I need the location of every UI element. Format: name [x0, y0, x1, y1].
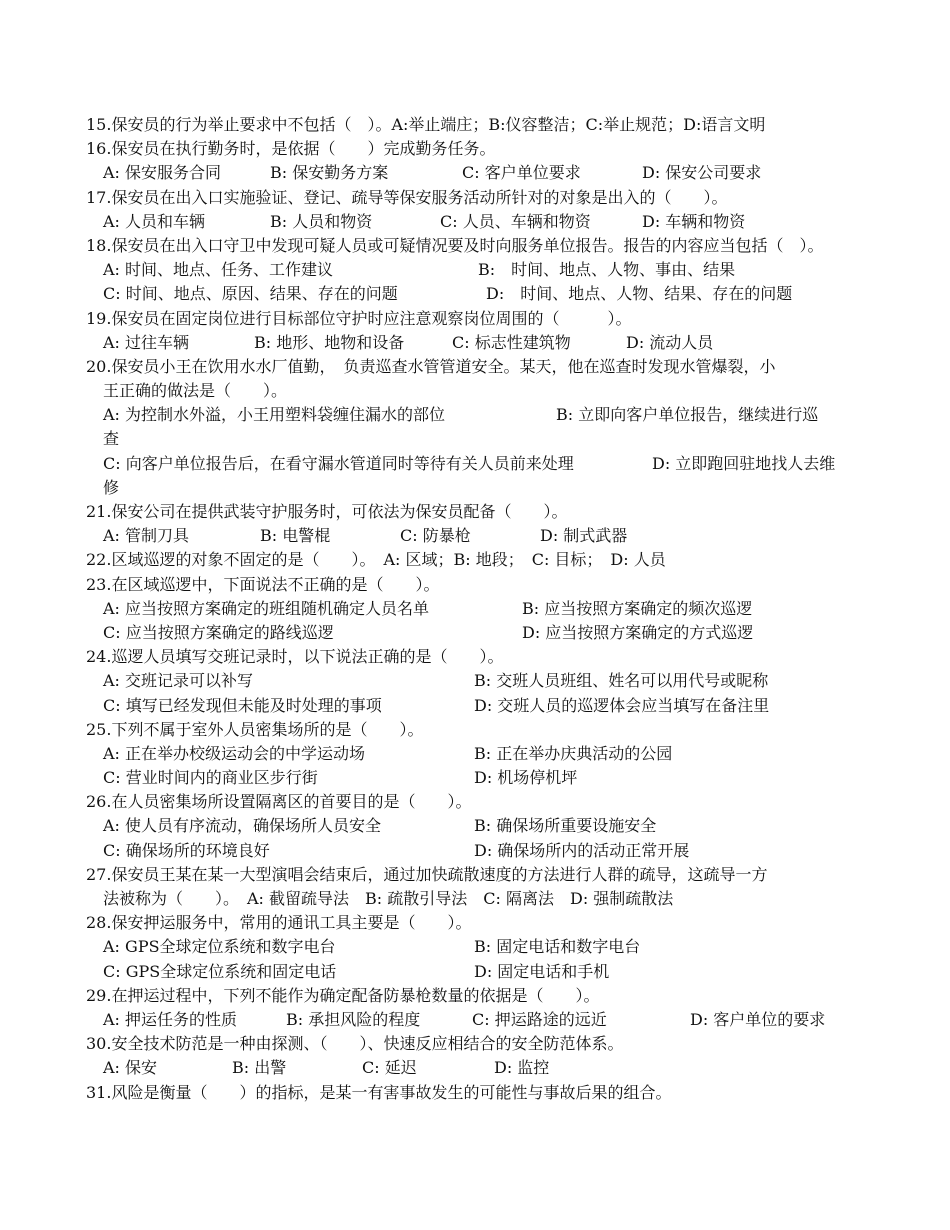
option-d: D: 车辆和物资 — [642, 211, 746, 231]
question-17: 17.保安员在出入口实施验证、登记、疏导等保安服务活动所针对的对象是出入的（ ）。 — [86, 187, 728, 207]
option-c: C: 客户单位要求 — [462, 163, 581, 183]
option-b: B: 承担风险的程度 — [286, 1009, 421, 1029]
question-20-cont: 王正确的做法是（ ）。 — [103, 381, 288, 401]
option-c: C: 押运路途的远近 — [472, 1009, 607, 1029]
option-a: A: GPS全球定位系统和数字电台 — [103, 937, 336, 957]
option-b: B: 确保场所重要设施安全 — [474, 816, 657, 836]
options-24-row2 — [86, 694, 886, 718]
options-19 — [86, 331, 886, 355]
option-d: D: 立即跑回驻地找人去维 — [652, 453, 836, 473]
option-c: C: 营业时间内的商业区步行街 — [103, 768, 318, 788]
question-21: 21.保安公司在提供武装守护服务时，可依法为保安员配备（ ）。 — [86, 502, 568, 521]
option-a: A: 管制刀具 — [103, 526, 190, 546]
option-b: B: 电警棍 — [260, 526, 331, 546]
option-b: B: 正在举办庆典活动的公园 — [474, 743, 673, 763]
option-c: C: GPS全球定位系统和固定电话 — [103, 961, 337, 981]
question-23: 23.在区域巡逻中，下面说法不正确的是（ ）。 — [86, 574, 440, 594]
options-26-row2 — [86, 839, 886, 863]
option-b: B: 交班人员班组、姓名可以用代号或昵称 — [474, 671, 769, 691]
option-c: C: 时间、地点、原因、结果、存在的问题 — [103, 284, 398, 304]
option-d: D: 交班人员的巡逻体会应当填写在备注里 — [474, 695, 770, 715]
option-b-cont: 查 — [103, 429, 120, 449]
options-21 — [86, 524, 886, 548]
options-20-row1 — [86, 403, 886, 427]
question-15: 15.保安员的行为举止要求中不包括（ ）。A:举止端庄；B:仪容整洁；C:举止规范；D:语言文明 — [86, 115, 766, 134]
options-28-row2 — [86, 960, 886, 984]
options-23-row2 — [86, 621, 886, 645]
option-a: A: 过往车辆 — [103, 332, 190, 352]
question-16: 16.保安员在执行勤务时，是依据（ ）完成勤务任务。 — [86, 139, 496, 159]
option-d: D: 流动人员 — [626, 332, 714, 352]
option-d: D: 制式武器 — [540, 526, 628, 546]
question-30: 30.安全技术防范是一种由探测、（ ）、快速反应相结合的安全防范体系。 — [86, 1034, 624, 1054]
question-28: 28.保安押运服务中，常用的通讯工具主要是（ ）。 — [86, 913, 472, 933]
option-b: B: 地形、地物和设备 — [254, 332, 405, 352]
question-20: 20.保安员小王在饮用水水厂值勤， 负责巡查水管管道安全。某天，他在巡查时发现水管爆裂，小 — [86, 356, 776, 376]
question-27-cont: 法被称为（ ）。 A: 截留疏导法 B: 疏散引导法 C: 隔离法 D: 强制疏散法 — [103, 889, 674, 908]
option-c: C: 应当按照方案确定的路线巡逻 — [103, 622, 334, 642]
question-31: 31.风险是衡量（ ）的指标，是某一有害事故发生的可能性与事故后果的组合。 — [86, 1082, 672, 1102]
options-24-row1 — [86, 669, 886, 693]
options-29 — [86, 1008, 886, 1032]
question-25: 25.下列不属于室外人员密集场所的是（ ）。 — [86, 719, 424, 739]
question-list — [86, 113, 886, 1105]
option-c: C: 延迟 — [362, 1058, 417, 1078]
option-c: C: 填写已经发现但未能及时处理的事项 — [103, 695, 382, 715]
options-18-row1 — [86, 258, 886, 282]
option-b: B: 出警 — [232, 1058, 287, 1078]
option-a: A: 保安服务合同 — [103, 163, 222, 183]
option-b: B: 保安勤务方案 — [270, 163, 389, 183]
question-22: 22.区域巡逻的对象不固定的是（ ）。 A: 区域；B: 地段； C: 目标； D: 人员 — [86, 550, 666, 570]
option-d: D: 监控 — [494, 1058, 550, 1078]
question-24: 24.巡逻人员填写交班记录时，以下说法正确的是（ ）。 — [86, 647, 504, 667]
option-c: C: 向客户单位报告后，在看守漏水管道同时等待有关人员前来处理 — [103, 453, 574, 473]
question-26: 26.在人员密集场所设置隔离区的首要目的是（ ）。 — [86, 792, 472, 812]
options-20-row2 — [86, 452, 886, 476]
question-27: 27.保安员王某在某一大型演唱会结束后，通过加快疏散速度的方法进行人群的疏导，这疏导一方 — [86, 864, 768, 884]
options-17 — [86, 210, 886, 234]
option-b: B: 应当按照方案确定的频次巡逻 — [522, 598, 753, 618]
option-a: A: 交班记录可以补写 — [103, 671, 254, 691]
option-a: A: 时间、地点、任务、工作建议 — [103, 260, 334, 280]
option-d: D: 固定电话和手机 — [474, 961, 610, 981]
option-c: C: 人员、车辆和物资 — [440, 211, 591, 231]
option-b: B: 时间、地点、人物、事由、结果 — [478, 260, 736, 280]
option-b: B: 固定电话和数字电台 — [474, 937, 641, 957]
options-23-row1 — [86, 597, 886, 621]
option-a: A: 使人员有序流动，确保场所人员安全 — [103, 816, 382, 836]
options-26-row1 — [86, 814, 886, 838]
option-a: A: 应当按照方案确定的班组随机确定人员名单 — [103, 598, 430, 618]
option-d: D: 应当按照方案确定的方式巡逻 — [522, 622, 754, 642]
options-25-row2 — [86, 766, 886, 790]
option-a: A: 为控制水外溢，小王用塑料袋缠住漏水的部位 — [103, 405, 446, 425]
question-29: 29.在押运过程中，下列不能作为确定配备防暴枪数量的依据是（ ）。 — [86, 985, 600, 1005]
option-a: A: 押运任务的性质 — [103, 1009, 238, 1029]
option-c: C: 防暴枪 — [400, 526, 471, 546]
option-a: A: 人员和车辆 — [103, 211, 206, 231]
options-18-row2 — [86, 282, 886, 306]
options-25-row1 — [86, 742, 886, 766]
question-19: 19.保安员在固定岗位进行目标部位守护时应注意观察岗位周围的（ ）。 — [86, 308, 632, 328]
option-d: D: 确保场所内的活动正常开展 — [474, 840, 690, 860]
question-18: 18.保安员在出入口守卫中发现可疑人员或可疑情况要及时向服务单位报告。报告的内容应当包括（ ）。 — [86, 235, 824, 255]
options-20-wrap1 — [86, 427, 886, 451]
options-28-row1 — [86, 935, 886, 959]
options-30 — [86, 1056, 886, 1080]
option-a: A: 正在举办校级运动会的中学运动场 — [103, 743, 366, 763]
option-d: D: 机场停机坪 — [474, 768, 578, 788]
option-c: C: 确保场所的环境良好 — [103, 840, 270, 860]
option-d: D: 时间、地点、人物、结果、存在的问题 — [486, 284, 793, 304]
option-b: B: 人员和物资 — [270, 211, 373, 231]
option-b: B: 立即向客户单位报告，继续进行巡 — [556, 405, 819, 425]
options-16 — [86, 161, 886, 185]
option-d-cont: 修 — [103, 477, 120, 497]
option-a: A: 保安 — [103, 1058, 158, 1078]
option-c: C: 标志性建筑物 — [452, 332, 571, 352]
option-d: D: 客户单位的要求 — [690, 1009, 826, 1029]
option-d: D: 保安公司要求 — [642, 163, 762, 183]
options-20-wrap2 — [86, 476, 886, 500]
